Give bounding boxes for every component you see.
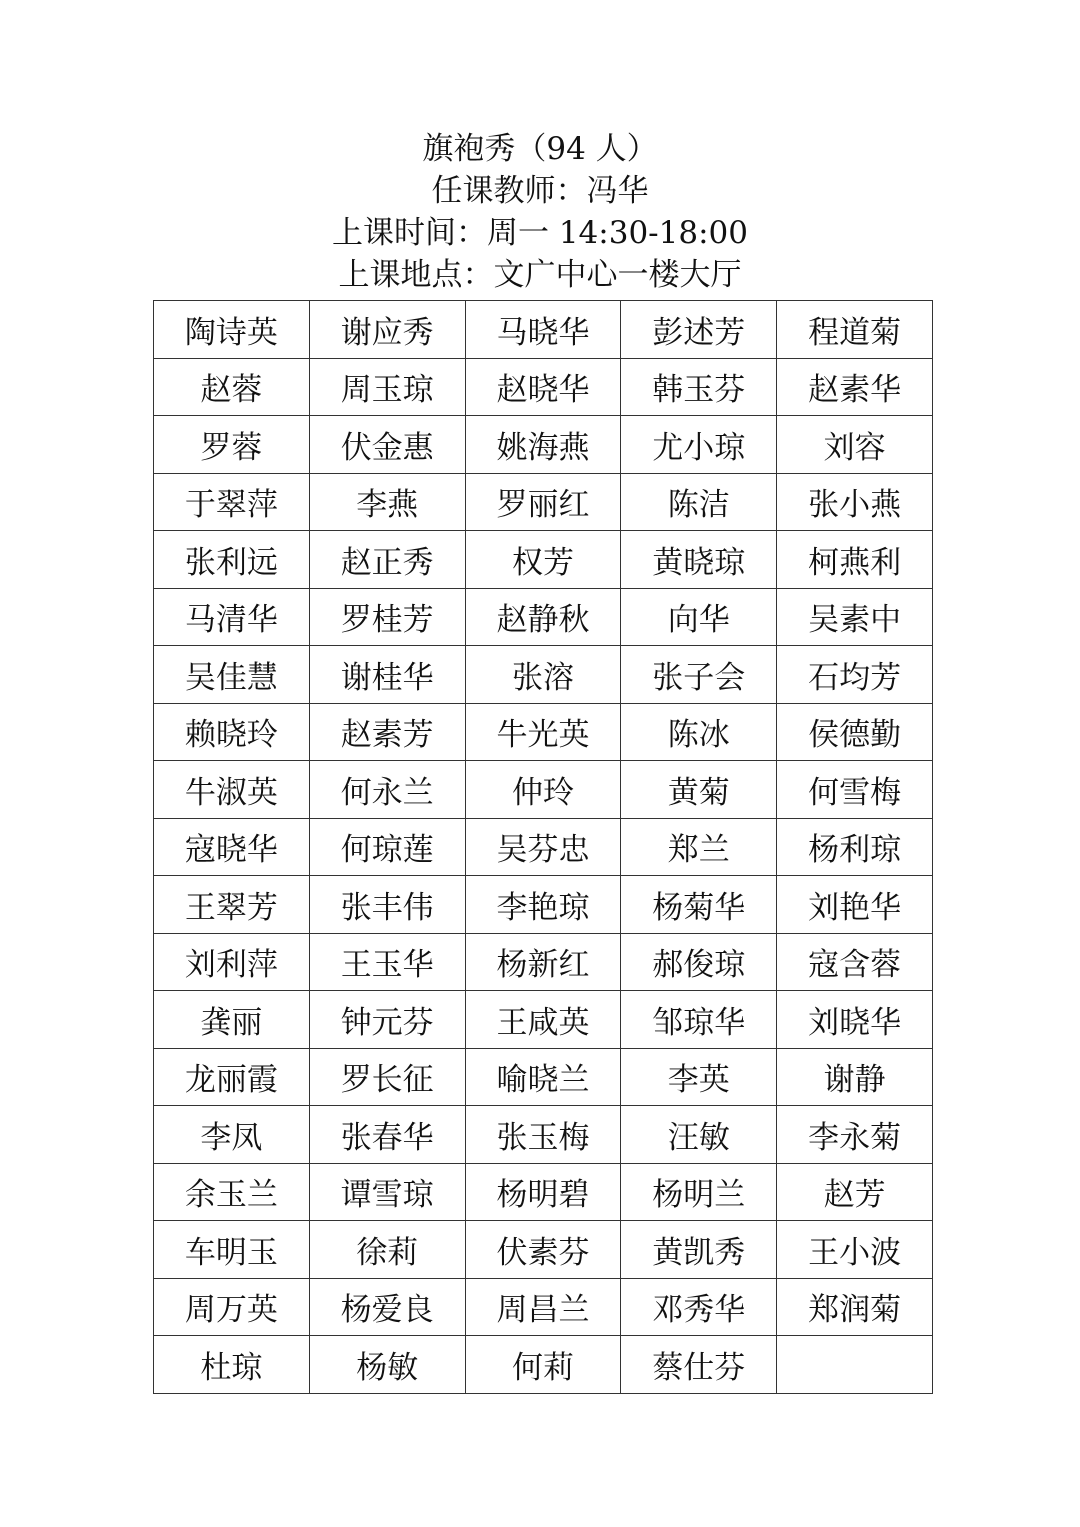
- student-name-cell: 张玉梅: [465, 1106, 621, 1164]
- table-row: [154, 531, 933, 589]
- table-row: [154, 1278, 933, 1336]
- table-row: [154, 1106, 933, 1164]
- student-name-cell: 罗蓉: [154, 416, 310, 474]
- student-name-cell: 王玉华: [309, 933, 465, 991]
- table-row: [154, 876, 933, 934]
- table-row: [154, 761, 933, 819]
- student-name-cell: 陈洁: [621, 473, 777, 531]
- student-name-cell: 牛光英: [465, 703, 621, 761]
- student-name-cell: 李永菊: [777, 1106, 933, 1164]
- student-name-cell: 刘晓华: [777, 991, 933, 1049]
- student-name-cell: 邓秀华: [621, 1278, 777, 1336]
- student-name-cell: 赵正秀: [309, 531, 465, 589]
- student-name-cell: 钟元芬: [309, 991, 465, 1049]
- student-name-cell: 吴芬忠: [465, 818, 621, 876]
- student-name-cell: 柯燕利: [777, 531, 933, 589]
- roster-table-body: [154, 301, 933, 1394]
- student-name-cell: 石均芳: [777, 646, 933, 704]
- student-name-cell: 汪敏: [621, 1106, 777, 1164]
- student-name-cell: [777, 1336, 933, 1394]
- student-name-cell: 余玉兰: [154, 1163, 310, 1221]
- student-name-cell: 罗长征: [309, 1048, 465, 1106]
- student-name-cell: 杨新红: [465, 933, 621, 991]
- student-name-cell: 杨菊华: [621, 876, 777, 934]
- student-name-cell: 权芳: [465, 531, 621, 589]
- student-name-cell: 王小波: [777, 1221, 933, 1279]
- student-name-cell: 伏素芬: [465, 1221, 621, 1279]
- student-name-cell: 赵素华: [777, 358, 933, 416]
- student-name-cell: 刘利萍: [154, 933, 310, 991]
- student-name-cell: 姚海燕: [465, 416, 621, 474]
- student-name-cell: 王咸英: [465, 991, 621, 1049]
- student-name-cell: 龙丽霞: [154, 1048, 310, 1106]
- student-name-cell: 杨爱良: [309, 1278, 465, 1336]
- student-name-cell: 马晓华: [465, 301, 621, 359]
- class-location-line: 上课地点：文广中心一楼大厅: [338, 257, 742, 293]
- student-name-cell: 杜琼: [154, 1336, 310, 1394]
- student-name-cell: 罗丽红: [465, 473, 621, 531]
- student-name-cell: 杨明兰: [621, 1163, 777, 1221]
- student-name-cell: 谢应秀: [309, 301, 465, 359]
- table-row: [154, 1336, 933, 1394]
- table-row: [154, 1221, 933, 1279]
- teacher-line: 任课教师：冯华: [431, 173, 649, 209]
- student-name-cell: 赵素芳: [309, 703, 465, 761]
- student-name-cell: 杨敏: [309, 1336, 465, 1394]
- student-name-cell: 赖晓玲: [154, 703, 310, 761]
- student-name-cell: 侯德勤: [777, 703, 933, 761]
- table-row: [154, 1048, 933, 1106]
- student-name-cell: 李凤: [154, 1106, 310, 1164]
- student-name-cell: 何琼莲: [309, 818, 465, 876]
- student-name-cell: 邹琼华: [621, 991, 777, 1049]
- student-name-cell: 张溶: [465, 646, 621, 704]
- table-row: [154, 588, 933, 646]
- table-row: [154, 991, 933, 1049]
- table-row: [154, 1163, 933, 1221]
- student-name-cell: 张利远: [154, 531, 310, 589]
- student-name-cell: 向华: [621, 588, 777, 646]
- student-name-cell: 陈冰: [621, 703, 777, 761]
- roster-table: [153, 300, 933, 1394]
- student-name-cell: 谢静: [777, 1048, 933, 1106]
- student-name-cell: 龚丽: [154, 991, 310, 1049]
- student-name-cell: 李燕: [309, 473, 465, 531]
- student-name-cell: 杨明碧: [465, 1163, 621, 1221]
- student-name-cell: 韩玉芬: [621, 358, 777, 416]
- page-title: 旗袍秀（94 人）: [422, 131, 658, 167]
- student-name-cell: 谢桂华: [309, 646, 465, 704]
- student-name-cell: 刘艳华: [777, 876, 933, 934]
- student-name-cell: 吴素中: [777, 588, 933, 646]
- table-row: [154, 473, 933, 531]
- student-name-cell: 寇含蓉: [777, 933, 933, 991]
- student-name-cell: 牛淑英: [154, 761, 310, 819]
- table-row: [154, 416, 933, 474]
- student-name-cell: 何莉: [465, 1336, 621, 1394]
- student-name-cell: 郝俊琼: [621, 933, 777, 991]
- student-name-cell: 尤小琼: [621, 416, 777, 474]
- student-name-cell: 蔡仕芬: [621, 1336, 777, 1394]
- student-name-cell: 彭述芳: [621, 301, 777, 359]
- student-name-cell: 何雪梅: [777, 761, 933, 819]
- student-name-cell: 黄晓琼: [621, 531, 777, 589]
- student-name-cell: 郑兰: [621, 818, 777, 876]
- student-name-cell: 王翠芳: [154, 876, 310, 934]
- student-name-cell: 谭雪琼: [309, 1163, 465, 1221]
- student-name-cell: 仲玲: [465, 761, 621, 819]
- student-name-cell: 陶诗英: [154, 301, 310, 359]
- student-name-cell: 赵芳: [777, 1163, 933, 1221]
- student-name-cell: 赵静秋: [465, 588, 621, 646]
- student-name-cell: 寇晓华: [154, 818, 310, 876]
- student-name-cell: 刘容: [777, 416, 933, 474]
- table-row: [154, 703, 933, 761]
- student-name-cell: 李艳琼: [465, 876, 621, 934]
- student-name-cell: 赵晓华: [465, 358, 621, 416]
- student-name-cell: 吴佳慧: [154, 646, 310, 704]
- student-name-cell: 喻晓兰: [465, 1048, 621, 1106]
- class-time-line: 上课时间：周一 14:30-18:00: [331, 215, 748, 251]
- student-name-cell: 黄凯秀: [621, 1221, 777, 1279]
- student-name-cell: 车明玉: [154, 1221, 310, 1279]
- table-row: [154, 301, 933, 359]
- student-name-cell: 伏金惠: [309, 416, 465, 474]
- student-name-cell: 周玉琼: [309, 358, 465, 416]
- student-name-cell: 郑润菊: [777, 1278, 933, 1336]
- student-name-cell: 赵蓉: [154, 358, 310, 416]
- table-row: [154, 646, 933, 704]
- table-row: [154, 933, 933, 991]
- student-name-cell: 周万英: [154, 1278, 310, 1336]
- student-name-cell: 程道菊: [777, 301, 933, 359]
- student-name-cell: 周昌兰: [465, 1278, 621, 1336]
- table-row: [154, 358, 933, 416]
- student-name-cell: 何永兰: [309, 761, 465, 819]
- table-row: [154, 818, 933, 876]
- student-name-cell: 于翠萍: [154, 473, 310, 531]
- student-name-cell: 张子会: [621, 646, 777, 704]
- student-name-cell: 张春华: [309, 1106, 465, 1164]
- student-name-cell: 杨利琼: [777, 818, 933, 876]
- student-name-cell: 张丰伟: [309, 876, 465, 934]
- student-name-cell: 黄菊: [621, 761, 777, 819]
- student-name-cell: 罗桂芳: [309, 588, 465, 646]
- student-name-cell: 李英: [621, 1048, 777, 1106]
- document-header: [0, 128, 1080, 296]
- student-name-cell: 马清华: [154, 588, 310, 646]
- student-name-cell: 张小燕: [777, 473, 933, 531]
- student-name-cell: 徐莉: [309, 1221, 465, 1279]
